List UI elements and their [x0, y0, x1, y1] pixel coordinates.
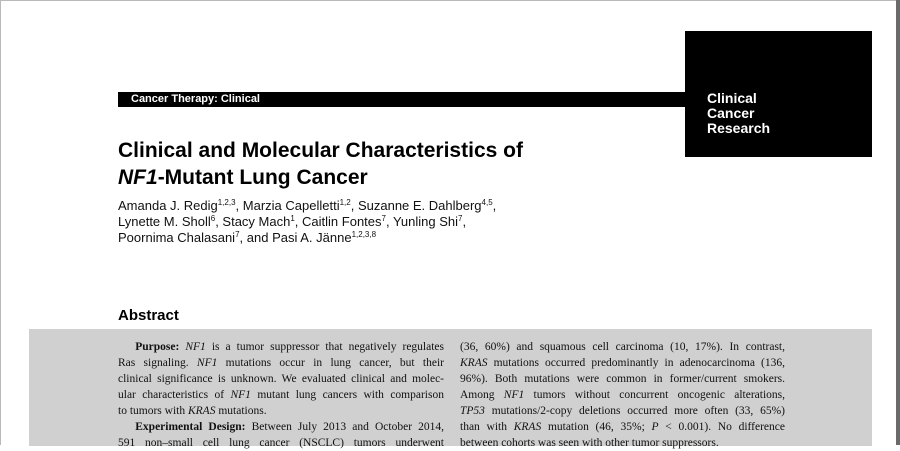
- journal-name: Clinical Cancer Research: [707, 90, 771, 136]
- author-affiliation: 7: [381, 214, 386, 223]
- author-name: Marzia Capelletti: [242, 198, 340, 213]
- abstract-line: to tumors with KRAS mutations.: [118, 405, 267, 417]
- author-affiliation: 1,2,3: [217, 198, 236, 207]
- title-line-2: NF1-Mutant Lung Cancer: [118, 166, 368, 189]
- author-name: Stacy Mach: [222, 214, 291, 229]
- author-affiliation: 1,2,3,8: [351, 230, 377, 239]
- author-affiliation: 1,2: [339, 198, 351, 207]
- abstract-box: [29, 329, 872, 449]
- abstract-line: ular characteristics of NF1 mutant lung cancers with comparison: [118, 389, 444, 401]
- abstract-line: TP53 mutations/2-copy deletions occurred more often (33, 65%): [460, 405, 785, 417]
- abstract-line: between cohorts was seen with other tumor suppressors.: [460, 437, 719, 449]
- abstract-line: Among NF1 tumors without concurrent oncogenic alterations,: [460, 389, 785, 401]
- author-list: [118, 198, 638, 246]
- author-line-3: Poornima Chalasani$^7$, and Pasi A. Jänne$^{1,2,3,8}$: [118, 230, 377, 245]
- author-name: Lynette M. Sholl: [118, 214, 211, 229]
- abstract-line: clinical significance is unknown. We evaluated clinical and molec-: [118, 373, 444, 385]
- section-label: Cancer Therapy: Clinical: [131, 93, 260, 105]
- author-affiliation: 4,5: [481, 198, 493, 207]
- author-line-2: Lynette M. Sholl$^6$, Stacy Mach$^1$, Caitlin Fontes$^7$, Yunling Shi$^7$,: [118, 214, 467, 229]
- journal-logo: [685, 31, 872, 157]
- author-name: Pasi A. Jänne: [272, 230, 352, 245]
- author-line-1: Amanda J. Redig$^{1,2,3}$, Marzia Capelletti$^{1,2}$, Suzanne E. Dahlberg$^{4,5}$,: [118, 198, 497, 213]
- author-affiliation: 1: [290, 214, 295, 223]
- abstract-column-right: [460, 339, 785, 451]
- abstract-line: KRAS mutations occurred predominantly in adenocarcinoma (136,: [460, 357, 785, 369]
- section-bar: [118, 92, 686, 107]
- abstract-line: 591 non–small cell lung cancer (NSCLC) tumors underwent: [118, 437, 444, 449]
- abstract-line: Ras signaling. NF1 mutations occur in lung cancer, but their: [118, 357, 444, 369]
- author-affiliation: 7: [235, 230, 240, 239]
- abstract-column-left: [118, 339, 444, 451]
- paper-title: [118, 137, 678, 191]
- abstract-line: 96%). Both mutations were common in former/current smokers.: [460, 373, 785, 385]
- author-name: Yunling Shi: [392, 214, 459, 229]
- abstract-heading: Abstract: [118, 307, 179, 324]
- author-affiliation: 7: [458, 214, 463, 223]
- author-name: Caitlin Fontes: [302, 214, 382, 229]
- abstract-line: Purpose: NF1 is a tumor suppressor that negatively regulates: [135, 341, 444, 353]
- abstract-line: (36, 60%) and squamous cell carcinoma (10, 17%). In contrast,: [460, 341, 785, 353]
- page-edge-shadow: [896, 0, 900, 445]
- author-name: Amanda J. Redig: [118, 198, 218, 213]
- abstract-line: Experimental Design: Between July 2013 and October 2014,: [135, 421, 444, 433]
- author-name: Suzanne E. Dahlberg: [357, 198, 482, 213]
- abstract-line: than with KRAS mutation (46, 35%; P < 0.001). No difference: [460, 421, 785, 433]
- author-affiliation: 6: [210, 214, 216, 223]
- author-name: Poornima Chalasani: [118, 230, 236, 245]
- title-line-1: Clinical and Molecular Characteristics of: [118, 139, 523, 162]
